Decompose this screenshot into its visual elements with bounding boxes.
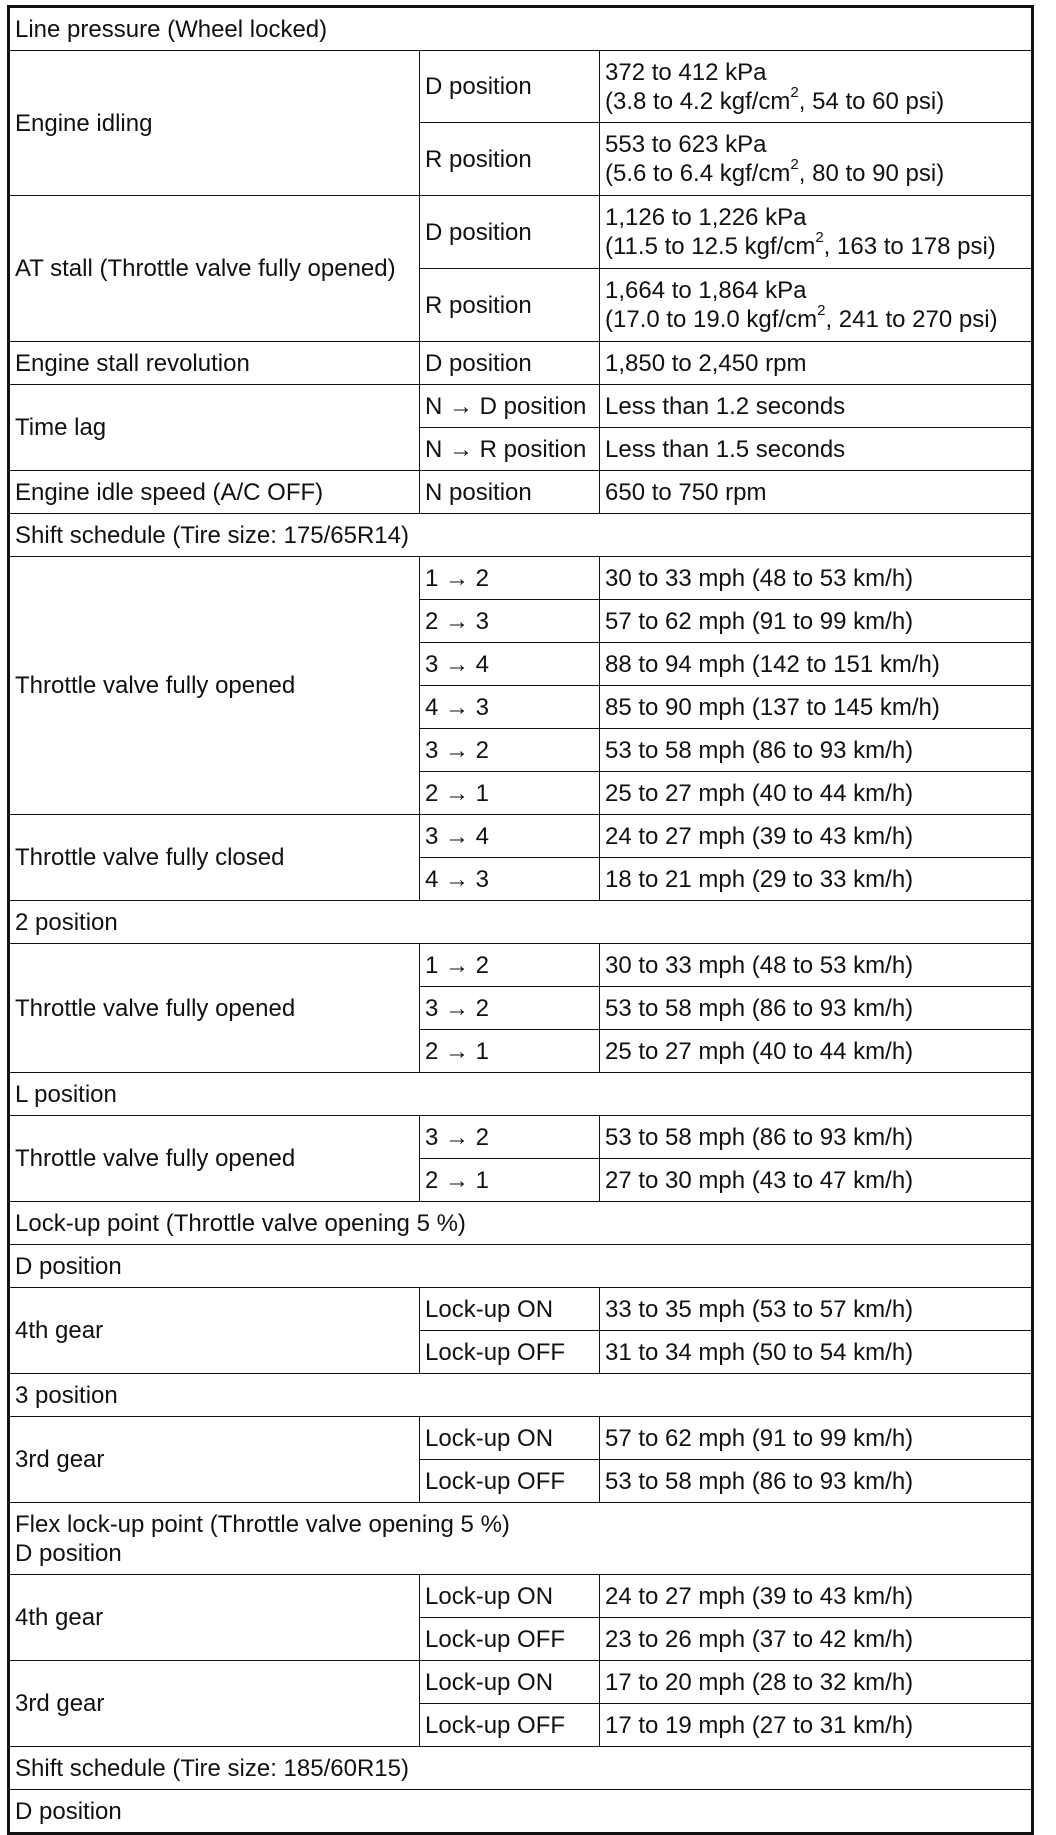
position-cell: N → D position: [420, 385, 600, 428]
superscript: 2: [790, 156, 799, 173]
shift-cell: 2 → 3: [420, 600, 600, 643]
section-header-row: [9, 1374, 1033, 1417]
table-row: [9, 196, 1033, 269]
time-lag-label: Time lag: [9, 385, 420, 471]
shift-cell: 3 → 2: [420, 1116, 600, 1159]
position-cell: D position: [420, 51, 600, 123]
table-row: [9, 944, 1033, 987]
value-part: , 80 to 90 psi): [798, 160, 945, 187]
flex-lockup-title: Flex lock-up point (Throttle valve opening 5 %): [15, 1510, 510, 1538]
value-cell: 18 to 21 mph (29 to 33 km/h): [600, 858, 1033, 901]
value-cell: 53 to 58 mph (86 to 93 km/h): [600, 987, 1033, 1030]
value-cell: 17 to 20 mph (28 to 32 km/h): [600, 1661, 1033, 1704]
section-header-row: [9, 1202, 1033, 1245]
table-row: [9, 1288, 1033, 1331]
value-cell: 30 to 33 mph (48 to 53 km/h): [600, 557, 1033, 600]
table-row: [9, 471, 1033, 514]
table-row: [9, 51, 1033, 123]
value-line: [605, 229, 1031, 261]
table-row: [9, 1116, 1033, 1159]
d-position-header: D position: [9, 1790, 1033, 1834]
three-position-header: 3 position: [9, 1374, 1033, 1417]
throttle-fully-opened-label: Throttle valve fully opened: [9, 944, 420, 1073]
value-part: (3.8 to 4.2 kgf/cm: [605, 87, 791, 115]
superscript: 2: [790, 83, 799, 101]
value-cell: [600, 123, 1033, 196]
value-cell: [600, 51, 1033, 123]
value-cell: 24 to 27 mph (39 to 43 km/h): [600, 1575, 1033, 1618]
value-cell: 57 to 62 mph (91 to 99 km/h): [600, 1417, 1033, 1460]
table-row: [9, 342, 1033, 385]
section-header-row: [9, 1747, 1033, 1790]
position-cell: D position: [420, 342, 600, 385]
section-header-row: [9, 1503, 1033, 1575]
lockup-state-cell: Lock-up OFF: [420, 1331, 600, 1374]
value-cell: 57 to 62 mph (91 to 99 km/h): [600, 600, 1033, 643]
shift-schedule-header: Shift schedule (Tire size: 185/60R15): [9, 1747, 1033, 1790]
value-cell: 88 to 94 mph (142 to 151 km/h): [600, 643, 1033, 686]
value-cell: 23 to 26 mph (37 to 42 km/h): [600, 1618, 1033, 1661]
shift-cell: 1 → 2: [420, 557, 600, 600]
value-cell: Less than 1.2 seconds: [600, 385, 1033, 428]
shift-cell: 3 → 4: [420, 815, 600, 858]
value-line: 1,126 to 1,226 kPa: [605, 204, 807, 231]
table-row: [9, 1575, 1033, 1618]
shift-cell: 3 → 4: [420, 643, 600, 686]
section-header-row: [9, 1245, 1033, 1288]
d-position-header: D position: [9, 1245, 1033, 1288]
superscript: 2: [817, 302, 826, 319]
lockup-state-cell: Lock-up ON: [420, 1661, 600, 1704]
position-cell: R position: [420, 269, 600, 342]
value-cell: 30 to 33 mph (48 to 53 km/h): [600, 944, 1033, 987]
lockup-point-header: Lock-up point (Throttle valve opening 5 %): [9, 1202, 1033, 1245]
section-header-row: [9, 901, 1033, 944]
superscript: 2: [815, 229, 824, 246]
lockup-state-cell: Lock-up ON: [420, 1288, 600, 1331]
value-part: , 54 to 60 psi): [798, 87, 945, 115]
shift-cell: 2 → 1: [420, 772, 600, 815]
shift-cell: 2 → 1: [420, 1030, 600, 1073]
value-cell: 1,850 to 2,450 rpm: [600, 342, 1033, 385]
value-cell: 33 to 35 mph (53 to 57 km/h): [600, 1288, 1033, 1331]
engine-idling-label: Engine idling: [9, 51, 420, 196]
section-header-row: [9, 7, 1033, 51]
value-cell: [600, 196, 1033, 269]
value-line: 553 to 623 kPa: [605, 131, 767, 158]
shift-schedule-header: Shift schedule (Tire size: 175/65R14): [9, 514, 1033, 557]
lockup-state-cell: Lock-up ON: [420, 1575, 600, 1618]
throttle-fully-closed-label: Throttle valve fully closed: [9, 815, 420, 901]
two-position-header: 2 position: [9, 901, 1033, 944]
shift-cell: 2 → 1: [420, 1159, 600, 1202]
at-stall-label: AT stall (Throttle valve fully opened): [9, 196, 420, 342]
lockup-state-cell: Lock-up OFF: [420, 1618, 600, 1661]
fourth-gear-label: 4th gear: [9, 1575, 420, 1661]
value-line: 372 to 412 kPa: [605, 58, 767, 86]
value-line: [605, 156, 1031, 188]
value-part: (11.5 to 12.5 kgf/cm: [605, 233, 816, 260]
shift-cell: 4 → 3: [420, 858, 600, 901]
section-header-row: [9, 1073, 1033, 1116]
value-cell: 25 to 27 mph (40 to 44 km/h): [600, 1030, 1033, 1073]
value-line: [605, 302, 1031, 334]
l-position-header: L position: [9, 1073, 1033, 1116]
table-row: [9, 815, 1033, 858]
value-cell: [600, 269, 1033, 342]
flex-lockup-subtitle: D position: [15, 1539, 122, 1567]
flex-lockup-header: [9, 1503, 1033, 1575]
value-line: 1,664 to 1,864 kPa: [605, 277, 807, 304]
shift-cell: 3 → 2: [420, 729, 600, 772]
table-row: [9, 557, 1033, 600]
third-gear-label: 3rd gear: [9, 1661, 420, 1747]
position-cell: D position: [420, 196, 600, 269]
shift-cell: 4 → 3: [420, 686, 600, 729]
value-cell: 25 to 27 mph (40 to 44 km/h): [600, 772, 1033, 815]
value-line: [605, 83, 1031, 116]
shift-cell: 3 → 2: [420, 987, 600, 1030]
value-cell: 24 to 27 mph (39 to 43 km/h): [600, 815, 1033, 858]
throttle-fully-opened-label: Throttle valve fully opened: [9, 1116, 420, 1202]
value-cell: 53 to 58 mph (86 to 93 km/h): [600, 1116, 1033, 1159]
value-cell: 31 to 34 mph (50 to 54 km/h): [600, 1331, 1033, 1374]
table-row: [9, 1661, 1033, 1704]
table-row: [9, 385, 1033, 428]
position-cell: R position: [420, 123, 600, 196]
value-cell: 53 to 58 mph (86 to 93 km/h): [600, 729, 1033, 772]
specification-table: [7, 5, 1034, 1835]
table-row: [9, 1417, 1033, 1460]
value-cell: 53 to 58 mph (86 to 93 km/h): [600, 1460, 1033, 1503]
value-cell: 650 to 750 rpm: [600, 471, 1033, 514]
line-pressure-header: Line pressure (Wheel locked): [9, 7, 1033, 51]
idle-speed-label: Engine idle speed (A/C OFF): [9, 471, 420, 514]
engine-stall-label: Engine stall revolution: [9, 342, 420, 385]
lockup-state-cell: Lock-up OFF: [420, 1704, 600, 1747]
value-cell: 85 to 90 mph (137 to 145 km/h): [600, 686, 1033, 729]
shift-cell: 1 → 2: [420, 944, 600, 987]
section-header-row: [9, 1790, 1033, 1834]
lockup-state-cell: Lock-up ON: [420, 1417, 600, 1460]
third-gear-label: 3rd gear: [9, 1417, 420, 1503]
value-part: (5.6 to 6.4 kgf/cm: [605, 160, 791, 187]
value-cell: 17 to 19 mph (27 to 31 km/h): [600, 1704, 1033, 1747]
value-cell: Less than 1.5 seconds: [600, 428, 1033, 471]
value-part: , 163 to 178 psi): [823, 233, 996, 260]
throttle-fully-opened-label: Throttle valve fully opened: [9, 557, 420, 815]
value-part: , 241 to 270 psi): [825, 306, 998, 333]
value-cell: 27 to 30 mph (43 to 47 km/h): [600, 1159, 1033, 1202]
position-cell: N position: [420, 471, 600, 514]
position-cell: N → R position: [420, 428, 600, 471]
section-header-row: [9, 514, 1033, 557]
lockup-state-cell: Lock-up OFF: [420, 1460, 600, 1503]
value-part: (17.0 to 19.0 kgf/cm: [605, 306, 818, 333]
fourth-gear-label: 4th gear: [9, 1288, 420, 1374]
